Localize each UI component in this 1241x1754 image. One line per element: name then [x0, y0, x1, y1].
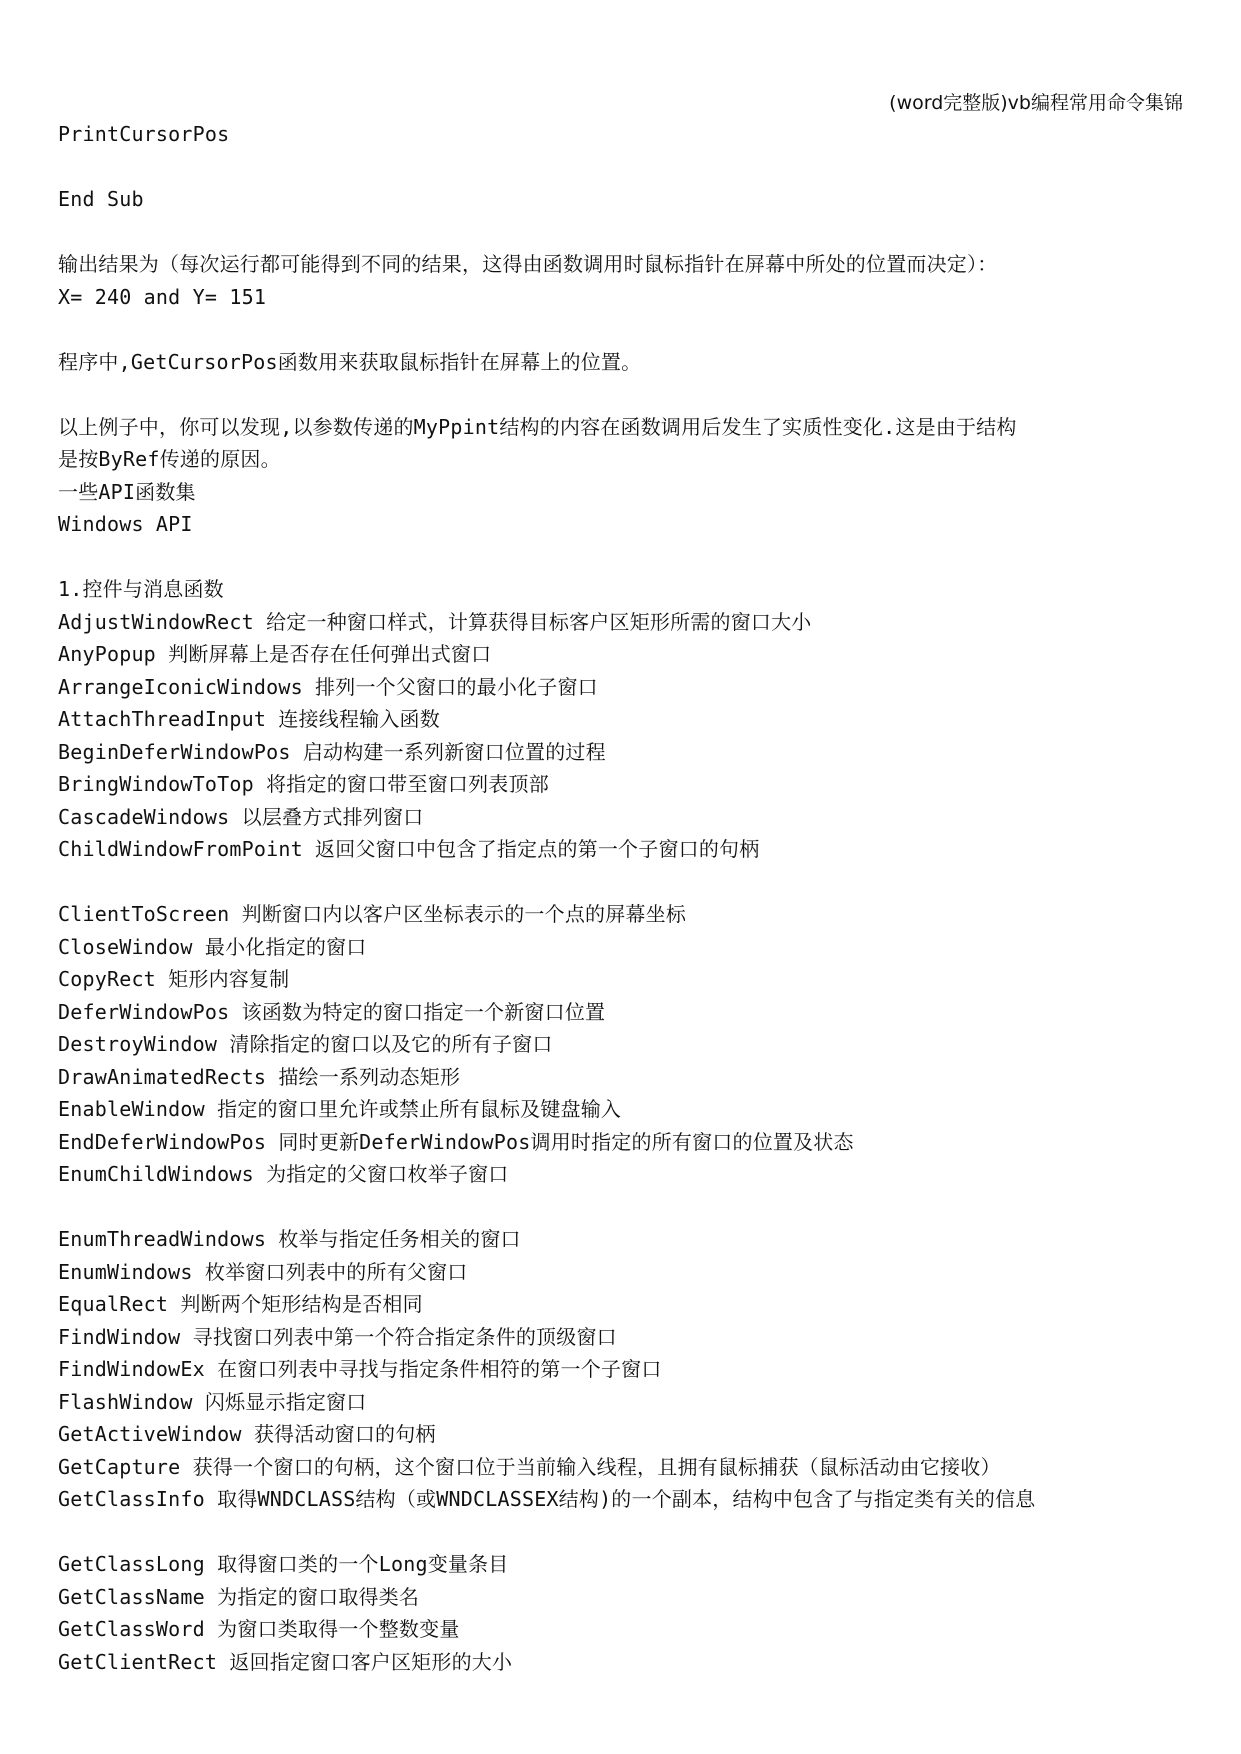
api-entry: AdjustWindowRect 给定一种窗口样式，计算获得目标客户区矩形所需的窗口大小 [58, 609, 812, 634]
text-line: PrintCursorPos [58, 122, 230, 146]
api-entry: GetClassInfo 取得WNDCLASS结构（或WNDCLASSEX结构)的一个副本，结构中包含了与指定类有关的信息 [58, 1487, 1036, 1511]
api-entry: ChildWindowFromPoint 返回父窗口中包含了指定点的第一个子窗口的句柄 [58, 837, 760, 861]
api-entry: ArrangeIconicWindows 排列一个父窗口的最小化子窗口 [58, 674, 598, 699]
api-entry: GetCapture 获得一个窗口的句柄，这个窗口位于当前输入线程，且拥有鼠标捕获（鼠标活动由它接收） [58, 1454, 1001, 1479]
api-entry: GetClassName 为指定的窗口取得类名 [58, 1584, 420, 1609]
api-entry: FlashWindow 闪烁显示指定窗口 [58, 1389, 367, 1414]
api-entry: DeferWindowPos 该函数为特定的窗口指定一个新窗口位置 [58, 999, 606, 1024]
api-entry: CopyRect 矩形内容复制 [58, 967, 290, 991]
blank-line [58, 216, 1183, 249]
api-entry: AttachThreadInput 连接线程输入函数 [58, 707, 440, 731]
api-entry: CloseWindow 最小化指定的窗口 [58, 934, 367, 959]
text-line: 输出结果为（每次运行都可能得到不同的结果，这得由函数调用时鼠标指针在屏幕中所处的位置而决定）： [58, 252, 998, 276]
page-header-title: (word完整版)vb编程常用命令集锦 [889, 92, 1183, 114]
api-entry: GetClientRect 返回指定窗口客户区矩形的大小 [58, 1649, 513, 1674]
text-line: 一些API函数集 [58, 479, 196, 504]
blank-line [58, 313, 1183, 346]
text-line: X= 240 and Y= 151 [58, 284, 267, 309]
api-entry: FindWindowEx 在窗口列表中寻找与指定条件相符的第一个子窗口 [58, 1357, 662, 1381]
api-entry: BringWindowToTop 将指定的窗口带至窗口列表顶部 [58, 772, 549, 796]
api-entry: EnumWindows 枚举窗口列表中的所有父窗口 [58, 1259, 468, 1284]
api-entry: DestroyWindow 清除指定的窗口以及它的所有子窗口 [58, 1032, 553, 1056]
api-entry: AnyPopup 判断屏幕上是否存在任何弹出式窗口 [58, 642, 492, 666]
api-entry: EnumThreadWindows 枚举与指定任务相关的窗口 [58, 1227, 521, 1251]
blank-line [58, 1191, 1183, 1224]
api-entry: GetActiveWindow 获得活动窗口的句柄 [58, 1422, 436, 1446]
text-line: 是按ByRef传递的原因。 [58, 447, 281, 471]
blank-line [58, 151, 1183, 184]
text-line: 程序中,GetCursorPos函数用来获取鼠标指针在屏幕上的位置。 [58, 349, 642, 374]
text-line: End Sub [58, 187, 144, 211]
api-entry: GetClassLong 取得窗口类的一个Long变量条目 [58, 1552, 509, 1576]
text-line: 以上例子中，你可以发现,以参数传递的MyPpint结构的内容在函数调用后发生了实质性变化.这是由于结构 [58, 414, 1017, 439]
blank-line [58, 541, 1183, 574]
api-entry: GetClassWord 为窗口类取得一个整数变量 [58, 1617, 460, 1641]
document-body [58, 118, 1183, 1678]
api-entry: DrawAnimatedRects 描绘一系列动态矩形 [58, 1064, 461, 1089]
api-entry: CascadeWindows 以层叠方式排列窗口 [58, 804, 424, 829]
blank-line [58, 866, 1183, 899]
section-heading: 1.控件与消息函数 [58, 577, 224, 601]
api-entry: FindWindow 寻找窗口列表中第一个符合指定条件的顶级窗口 [58, 1324, 617, 1349]
api-entry: EqualRect 判断两个矩形结构是否相同 [58, 1292, 423, 1316]
api-entry: BeginDeferWindowPos 启动构建一系列新窗口位置的过程 [58, 739, 606, 764]
api-entry: EnumChildWindows 为指定的父窗口枚举子窗口 [58, 1162, 509, 1186]
blank-line [58, 378, 1183, 411]
blank-line [58, 1516, 1183, 1549]
api-entry: ClientToScreen 判断窗口内以客户区坐标表示的一个点的屏幕坐标 [58, 902, 687, 926]
api-entry: EndDeferWindowPos 同时更新DeferWindowPos调用时指定的所有窗口的位置及状态 [58, 1129, 854, 1154]
text-line: Windows API [58, 512, 193, 536]
api-entry: EnableWindow 指定的窗口里允许或禁止所有鼠标及键盘输入 [58, 1097, 622, 1121]
